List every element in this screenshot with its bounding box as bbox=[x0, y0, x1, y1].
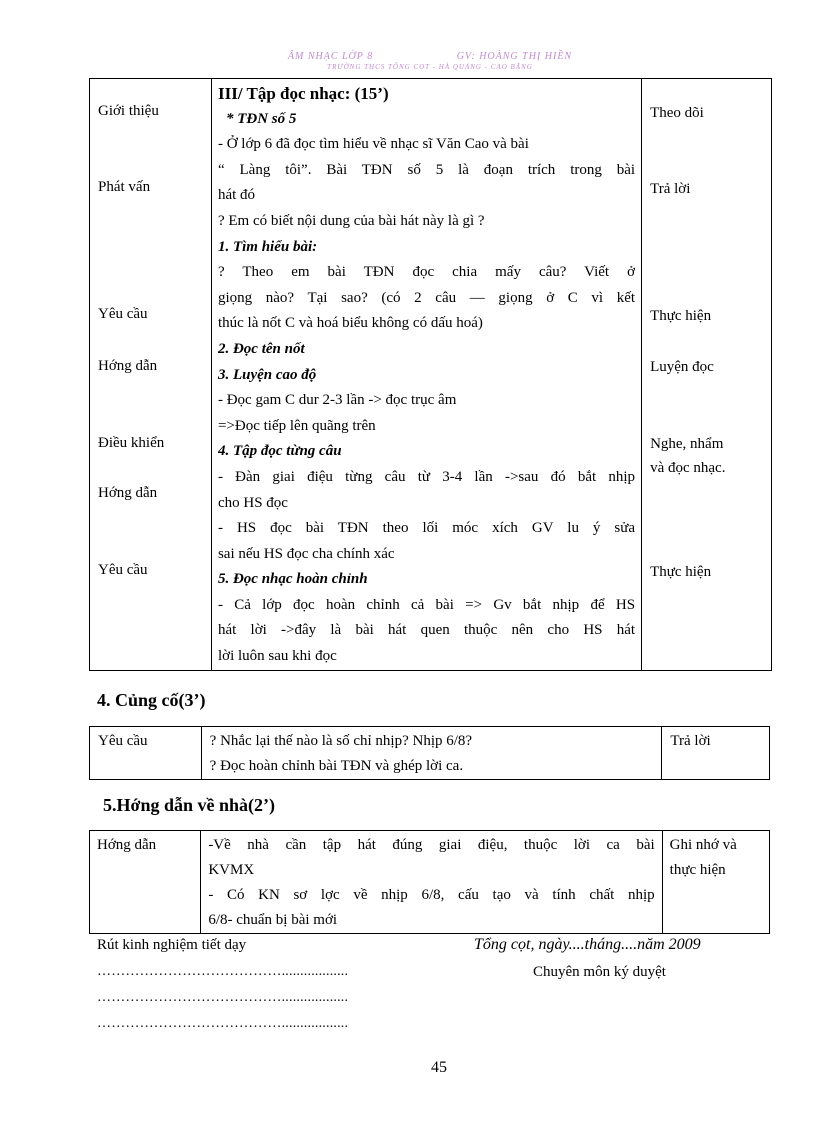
subheading: 1. Tìm hiểu bài: bbox=[217, 238, 318, 255]
section4-content bbox=[201, 727, 662, 780]
section5-title: 5.Hớng dẫn về nhà(2’) bbox=[103, 795, 275, 815]
left-label: Phát vấn bbox=[98, 179, 151, 195]
right-label: Theo dõi bbox=[650, 105, 704, 121]
right-line: thực hiện bbox=[669, 862, 726, 878]
content-line: - Đàn giai điệu từng câu từ 3-4 lần ->sau đó bắt nhịp bbox=[217, 468, 636, 485]
content-line: =>Đọc tiếp lên quãng trên bbox=[217, 417, 376, 434]
section5-table bbox=[89, 830, 770, 934]
content-line: hát lời ->đây là bài hát quen thuộc nên cho HS hát bbox=[217, 622, 636, 639]
section5-left: Hớng dẫn bbox=[90, 831, 201, 934]
section4-left: Yêu cầu bbox=[90, 727, 202, 780]
dotted-line: ………………………………….................. bbox=[97, 990, 349, 1005]
section4-right: Trả lời bbox=[662, 727, 770, 780]
content-line: - Có KN sơ lợc về nhịp 6/8, cấu tạo và tính chất nhịp bbox=[208, 887, 655, 903]
content-line: - HS đọc bài TĐN theo lối móc xích GV lu ý sửa bbox=[217, 520, 636, 537]
section4-table bbox=[89, 726, 770, 780]
subheading: 2. Đọc tên nốt bbox=[217, 340, 305, 357]
section-heading: III/ Tập đọc nhạc: (15’) bbox=[217, 84, 389, 103]
subheading: 4. Tập đọc từng câu bbox=[217, 443, 342, 460]
section3-content bbox=[211, 79, 641, 671]
dotted-line: ………………………………….................. bbox=[97, 1016, 349, 1031]
lesson-review-label: Rút kinh nghiệm tiết dạy bbox=[97, 937, 247, 953]
left-label: Yêu cầu bbox=[98, 562, 148, 578]
content-line: thúc là nốt C và hoá biểu không có dấu hoá) bbox=[217, 315, 483, 332]
left-label: Hớng dẫn bbox=[98, 485, 158, 501]
right-label: Luyện đọc bbox=[650, 359, 714, 375]
section3-right-column bbox=[642, 79, 772, 671]
content-line: ? Em có biết nội dung của bài hát này là gì ? bbox=[217, 212, 485, 229]
content-line: “ Làng tôi”. Bài TĐN số 5 là đoạn trích trong bài bbox=[217, 161, 636, 178]
section4-title: 4. Củng cố(3’) bbox=[97, 690, 206, 710]
content-line: 6/8- chuẩn bị bài mới bbox=[208, 912, 338, 928]
left-label: Hớng dẫn bbox=[98, 358, 158, 374]
page-header bbox=[90, 52, 770, 62]
subheading: 5. Đọc nhạc hoàn chỉnh bbox=[217, 571, 368, 588]
header-teacher: GV: HOÀNG THỊ HIỀN bbox=[456, 51, 573, 62]
subheading: * TĐN số 5 bbox=[225, 110, 297, 127]
section5-right bbox=[662, 831, 769, 934]
left-label: Điều khiển bbox=[98, 435, 165, 451]
header-subject: ÂM NHẠC LỚP 8 bbox=[287, 51, 374, 62]
content-line: cho HS đọc bbox=[217, 494, 288, 511]
page-number: 45 bbox=[431, 1059, 447, 1076]
content-line: lời luôn sau khi đọc bbox=[217, 648, 337, 665]
right-label: Nghe, nhẩm bbox=[650, 436, 724, 452]
date-line: Tổng cọt, ngày....tháng....năm 2009 bbox=[474, 936, 701, 953]
section5-content bbox=[201, 831, 662, 934]
right-label: Thực hiện bbox=[650, 308, 712, 324]
header-school: TRƯỜNG THCS TỔNG CỌT - HÀ QUẢNG - CAO BẰNG bbox=[327, 63, 533, 71]
content-line: - Cả lớp đọc hoàn chỉnh cả bài => Gv bắt nhịp để HS bbox=[217, 596, 636, 613]
content-line: ? Nhắc lại thế nào là số chỉ nhịp? Nhịp 6/8? bbox=[209, 733, 473, 749]
dotted-line: ………………………………….................. bbox=[97, 964, 349, 979]
content-line: -Về nhà cần tập hát đúng giai điệu, thuộc lời ca bài bbox=[208, 837, 655, 853]
content-line: giọng nào? Tại sao? (có 2 câu — giọng ở C vì kết bbox=[217, 289, 636, 306]
right-line: Ghi nhớ và bbox=[669, 837, 737, 853]
left-label: Giới thiệu bbox=[98, 103, 159, 119]
right-label: Trả lời bbox=[650, 181, 691, 197]
right-label: Thực hiện bbox=[650, 564, 712, 580]
content-line: hát đó bbox=[217, 187, 256, 204]
content-line: - Ở lớp 6 đã đọc tìm hiểu về nhạc sĩ Văn Cao và bài bbox=[217, 136, 529, 153]
section3-left-column bbox=[90, 79, 212, 671]
section3-table bbox=[89, 78, 772, 671]
content-line: KVMX bbox=[208, 862, 255, 878]
left-label: Yêu cầu bbox=[98, 306, 148, 322]
approval-label: Chuyên môn ký duyệt bbox=[533, 964, 666, 980]
right-label: và đọc nhạc. bbox=[650, 460, 726, 476]
content-line: - Đọc gam C dur 2-3 lần -> đọc trục âm bbox=[217, 392, 457, 409]
subheading: 3. Luyện cao độ bbox=[217, 366, 317, 383]
content-line: sai nếu HS đọc cha chính xác bbox=[217, 545, 395, 562]
content-line: ? Theo em bài TĐN đọc chia mấy câu? Viết ở bbox=[217, 264, 636, 281]
content-line: ? Đọc hoàn chỉnh bài TĐN và ghép lời ca. bbox=[209, 758, 464, 774]
